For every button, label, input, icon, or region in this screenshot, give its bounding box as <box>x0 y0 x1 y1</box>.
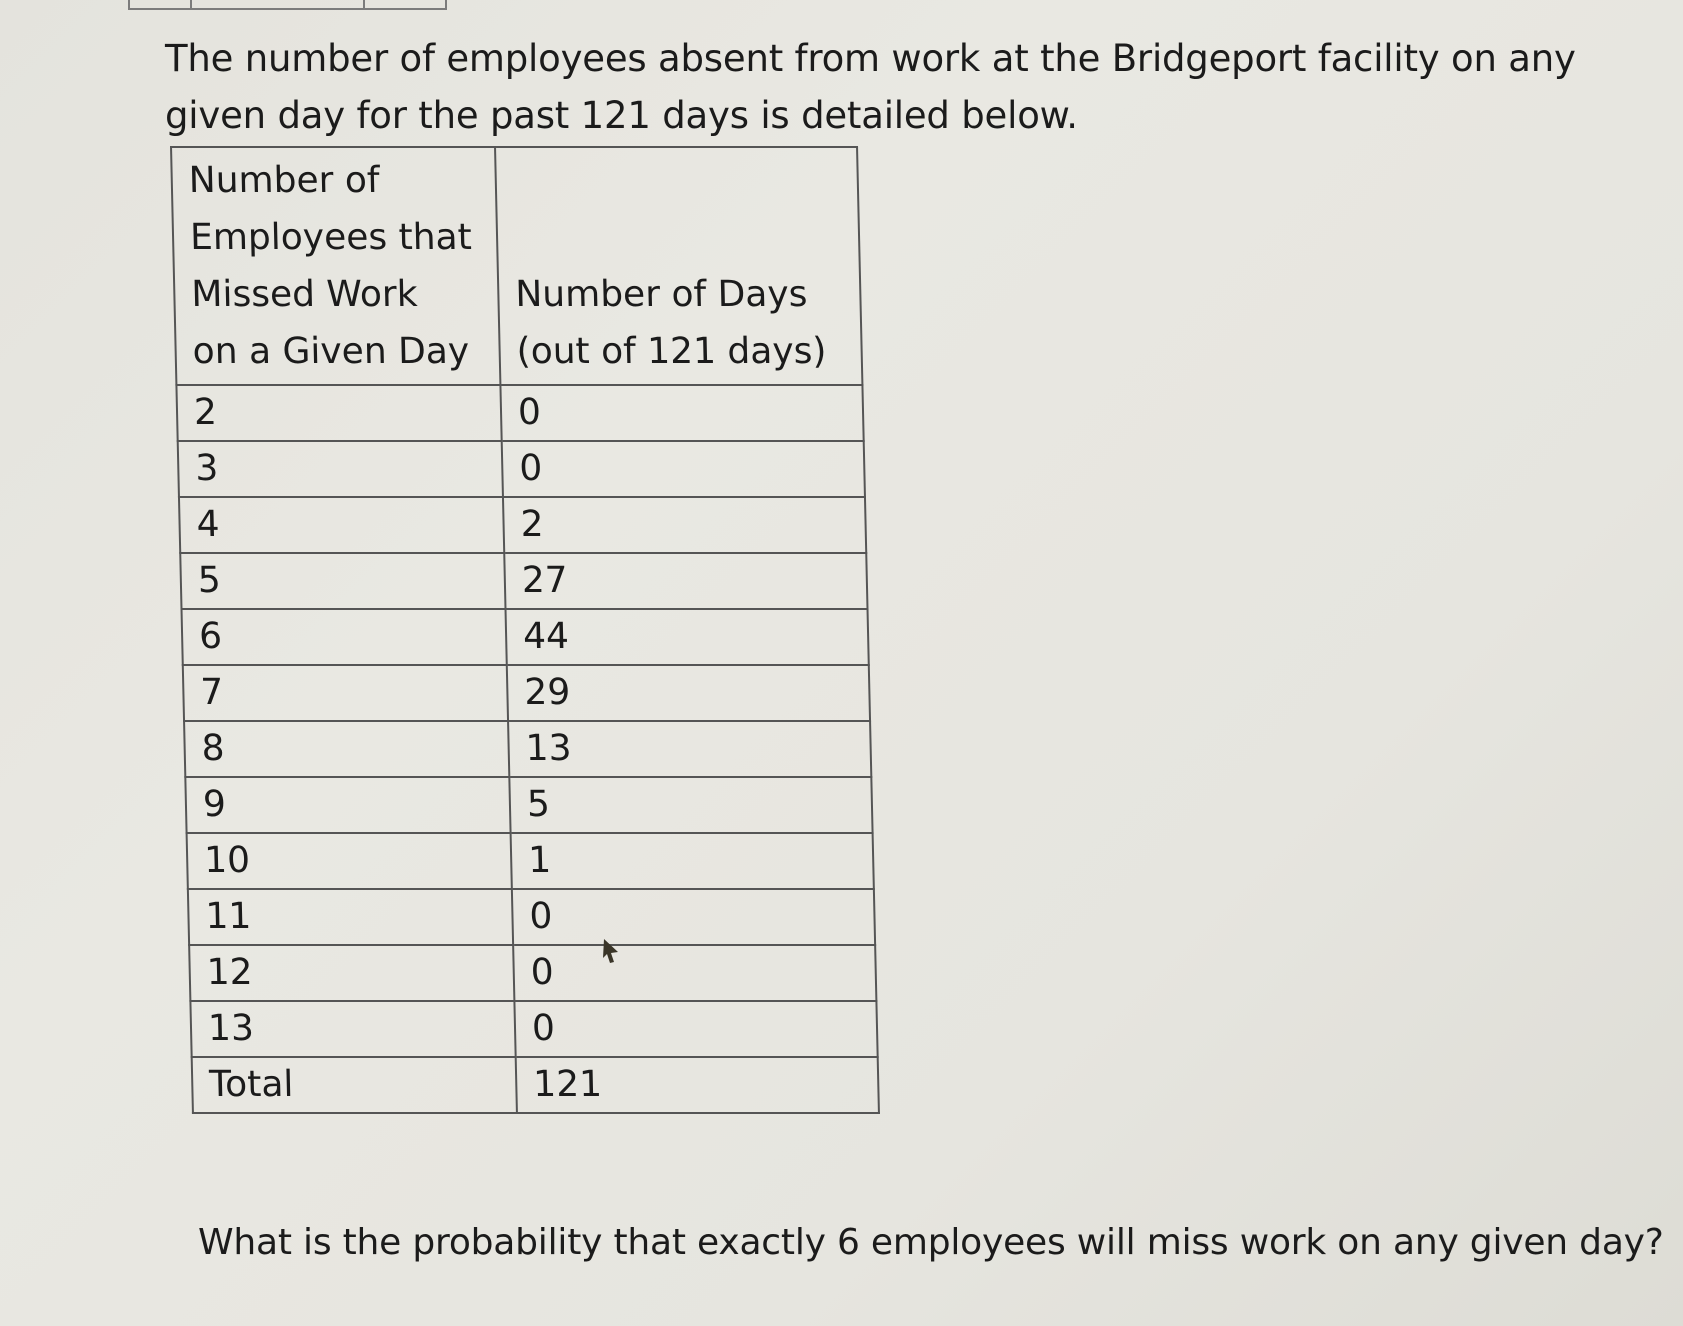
intro-paragraph: The number of employees absent from work at the Bridgeport facility on any given day for the past 121 days is detailed below. <box>165 37 1576 137</box>
tab-divider <box>363 0 365 8</box>
days-cell: 13 <box>508 721 871 777</box>
total-label: Total <box>192 1057 517 1113</box>
table-row <box>185 777 872 833</box>
days-cell: 0 <box>500 385 863 441</box>
employees-cell: 4 <box>179 497 504 553</box>
header-line: Number of <box>188 160 381 201</box>
header-line: Missed Work <box>190 274 419 315</box>
employees-cell: 7 <box>183 665 508 721</box>
table-row <box>176 385 863 441</box>
table-row <box>182 609 869 665</box>
table-row <box>183 665 870 721</box>
employees-cell: 12 <box>189 945 514 1001</box>
table-row <box>178 441 865 497</box>
table-header-row <box>171 147 862 385</box>
header-employees-missed <box>171 147 500 385</box>
table-row <box>187 833 874 889</box>
days-cell: 0 <box>514 1001 877 1057</box>
employees-cell: 8 <box>184 721 509 777</box>
days-cell: 29 <box>507 665 870 721</box>
days-cell: 0 <box>512 889 875 945</box>
tab-divider <box>190 0 192 8</box>
days-cell: 0 <box>502 441 865 497</box>
total-row <box>192 1057 879 1113</box>
employees-cell: 5 <box>180 553 505 609</box>
employees-cell: 13 <box>190 1001 515 1057</box>
table-row <box>184 721 871 777</box>
table-row <box>188 889 875 945</box>
employees-cell: 2 <box>176 385 501 441</box>
employees-cell: 6 <box>182 609 507 665</box>
table-row <box>180 553 867 609</box>
header-line: Number of Days <box>514 274 808 315</box>
days-cell: 1 <box>511 833 874 889</box>
days-cell: 0 <box>513 945 876 1001</box>
header-line: (out of 121 days) <box>516 331 827 372</box>
question-text: What is the probability that exactly 6 employees will miss work on any given day? <box>198 1222 1664 1263</box>
table-row <box>189 945 876 1001</box>
days-cell: 5 <box>509 777 872 833</box>
header-line: on a Given Day <box>192 331 470 372</box>
days-cell: 27 <box>504 553 867 609</box>
employees-cell: 9 <box>185 777 510 833</box>
mouse-cursor-icon <box>602 938 620 964</box>
employees-cell: 10 <box>187 833 512 889</box>
employees-cell: 11 <box>188 889 513 945</box>
employees-cell: 3 <box>178 441 503 497</box>
total-value: 121 <box>516 1057 879 1113</box>
table-row <box>190 1001 877 1057</box>
days-cell: 2 <box>503 497 866 553</box>
days-cell: 44 <box>506 609 869 665</box>
table-row <box>179 497 866 553</box>
top-tab-outline <box>128 0 447 10</box>
header-number-of-days <box>495 147 862 385</box>
header-line: Employees that <box>189 217 473 258</box>
absence-table <box>170 146 880 1114</box>
